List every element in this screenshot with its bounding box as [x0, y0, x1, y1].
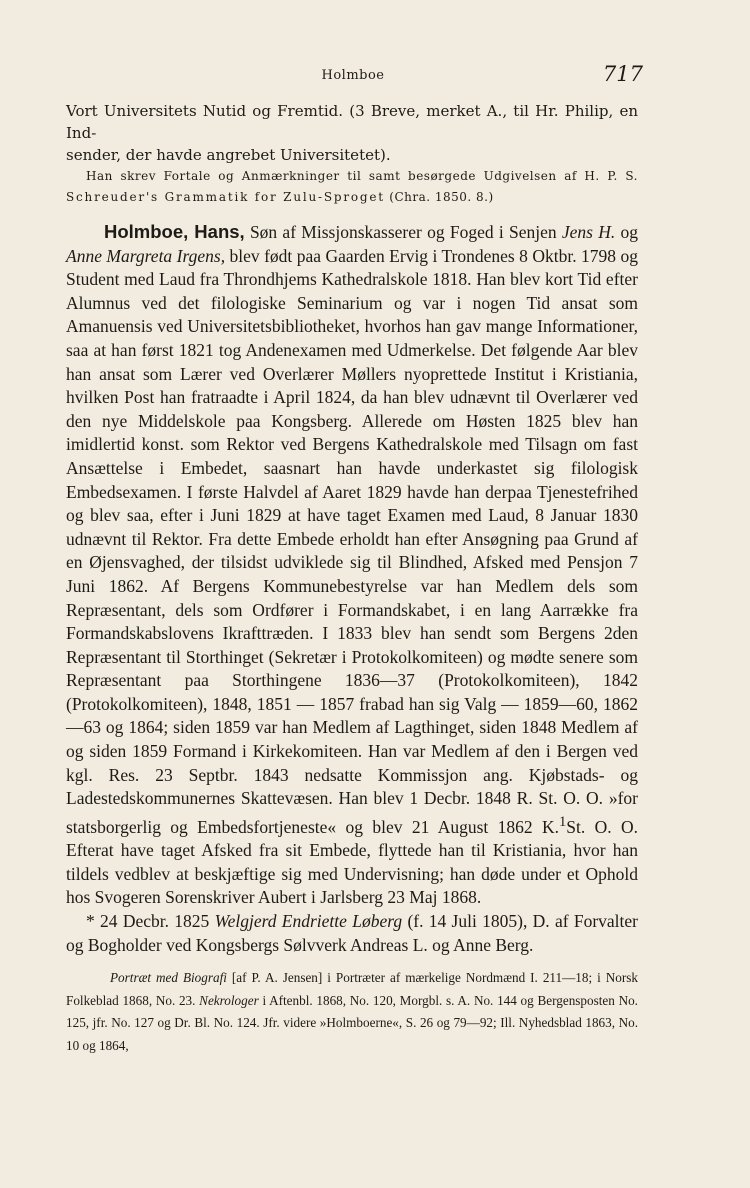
entry-text-3: blev født paa Gaarden Ervig i Trondenes 8 Oktbr. 1798 og Student med Laud fra Throndhjems Kathedralskole 1818. Han blev kort Tid efter Alumnus ved det filologiske Seminarium og var i nogen Tid ansat som Amanuensis ved Universitetsbibliotheket, hvorhos han gav mange Informationer, saa at han først 1821 tog Andenexamen med Udmerkelse. Det følgende Aar blev han ansat som Lærer ved Overlærer Møllers nyoprettede Institut i Kristiania, hvilken Post han fratraadte i April 1824, da han blev udnævnt til Overlærer ved den nye Middelskole paa Kongsberg. Allerede om Høsten 1825 blev han imidlertid konst. som Rektor ved Bergens Kathedralskole med Tilsagn om fast Ansættelse i Embedet, saasnart han havde underkastet sig filologisk Embedsexamen. I første Halvdel af Aaret 1829 havde han derpaa Tjenestefrihed og blev saa, efter i Juni 1829 at have taget Examen med Laud, 8 Januar 1830 udnævnt til Rektor. Fra dette Embede erholdt han efter Ansøgning paa Grund af en Øjensvaghed, der tilsidst udviklede sig til Blindhed, Afsked med Pensjon 7 Juni 1862. Af Bergens Kommunebestyrelse var han Medlem dels som Repræsentant, dels som Ordfører i Formandskabet, i en lang Aarrække fra Formandskabslovens Ikrafttræden. I 1833 blev han sendt som Bergens 2den Repræsentant til Storthinget (Sekretær i Protokolkomiteen) og mødte senere som Repræsentant paa Storthingene 1836—37 (Protokolkomiteen), 1842 (Protokolkomiteen), 1848, 1851 — 1857 frabad han sig Valg — 1859—60, 1862—63 og 1864; siden 1859 var han Medlem af Lagthinget, siden 1848 Medlem af og siden 1859 Formand i Kirkekomiteen. Han var Medlem af den i Bergen ved kgl. Res. 23 Septbr. 1843 nedsatte Kommissjon ang. Kjøbstads- og Ladestedskommunernes Skattevæsen. Han blev 1 Decbr. 1848 R. St. O. O. »for statsborgerlig og Embedsfortjeneste« og blev 21 August 1862 K. — [66, 245, 639, 837]
mother-name: Anne Margreta Irgens, — [66, 245, 226, 266]
source-text-2: i Aftenbl. 1868, No. 120, Morgbl. s. A. No. 144 og Bergensposten No. 125, jfr. No. 127 og Dr. Bl. No. 124. Jfr. videre »Holmboerne«, S. 26 og 79—92; Ill. Nyhedsblad 1863, No. 10 og 1864, — [66, 992, 638, 1053]
page-number: 717 — [602, 62, 643, 86]
page-header — [66, 62, 643, 92]
previous-entry-line-2: sender, der havde angrebet Universitetet). — [66, 146, 391, 164]
previous-entry-note — [66, 166, 638, 208]
marriage-paragraph — [66, 910, 638, 957]
source-necrologies: Nekrologer — [199, 992, 259, 1008]
biography-paragraph — [66, 220, 638, 910]
note-text: Han skrev Fortale og Anmærkninger til samt besørgede Udgivelsen af H. P. S. — [86, 169, 638, 183]
marriage-date: * 24 Decbr. 1825 — [86, 911, 215, 932]
entry-headword: Holmboe, Hans, — [104, 221, 245, 242]
note-spaced-title: Schreuder's Grammatik for Zulu-Sproget — [66, 190, 385, 204]
note-publication: (Chra. 1850. 8.) — [389, 190, 494, 204]
father-name: Jens H. — [561, 222, 616, 242]
source-text-1: [af P. A. Jensen] i Portræter af mærkelige Nordmænd I. 211—18; i Norsk Folkeblad 1868, No. 23. — [66, 970, 639, 1008]
superscript: 1 — [559, 813, 567, 830]
sources-paragraph — [66, 967, 638, 1057]
entry-text-2: og — [615, 222, 638, 242]
entry-text-1: Søn af Missjonskasserer og Foged i Senjen — [244, 222, 562, 242]
entry-text-4: St. O. O. Efterat have taget Afsked fra sit Embede, flyttede han til Kristiania, hvor han tildels vedblev at beskjæftige sig med Undervisning; han døde under et Ophold hos Svogeren Sorenskriver Aubert i Jarlsberg 23 Maj 1868. — [66, 816, 638, 908]
marriage-text: (f. 14 Juli 1805), D. af Forvalter og Bogholder ved Kongsbergs Sølvverk Andreas L. og Anne Berg. — [66, 911, 638, 955]
text-block — [66, 100, 638, 1070]
wife-name: Welgjerd Endriette Løberg — [214, 911, 403, 932]
previous-entry-line-1: Vort Universitets Nutid og Fremtid. (3 Breve, merket A., til Hr. Philip, en Ind- — [66, 102, 638, 142]
running-head: Holmboe — [321, 68, 385, 83]
biography-entry — [66, 220, 638, 957]
previous-entry-title — [66, 100, 638, 166]
source-portrait: Portræt med Biografi — [110, 970, 227, 986]
